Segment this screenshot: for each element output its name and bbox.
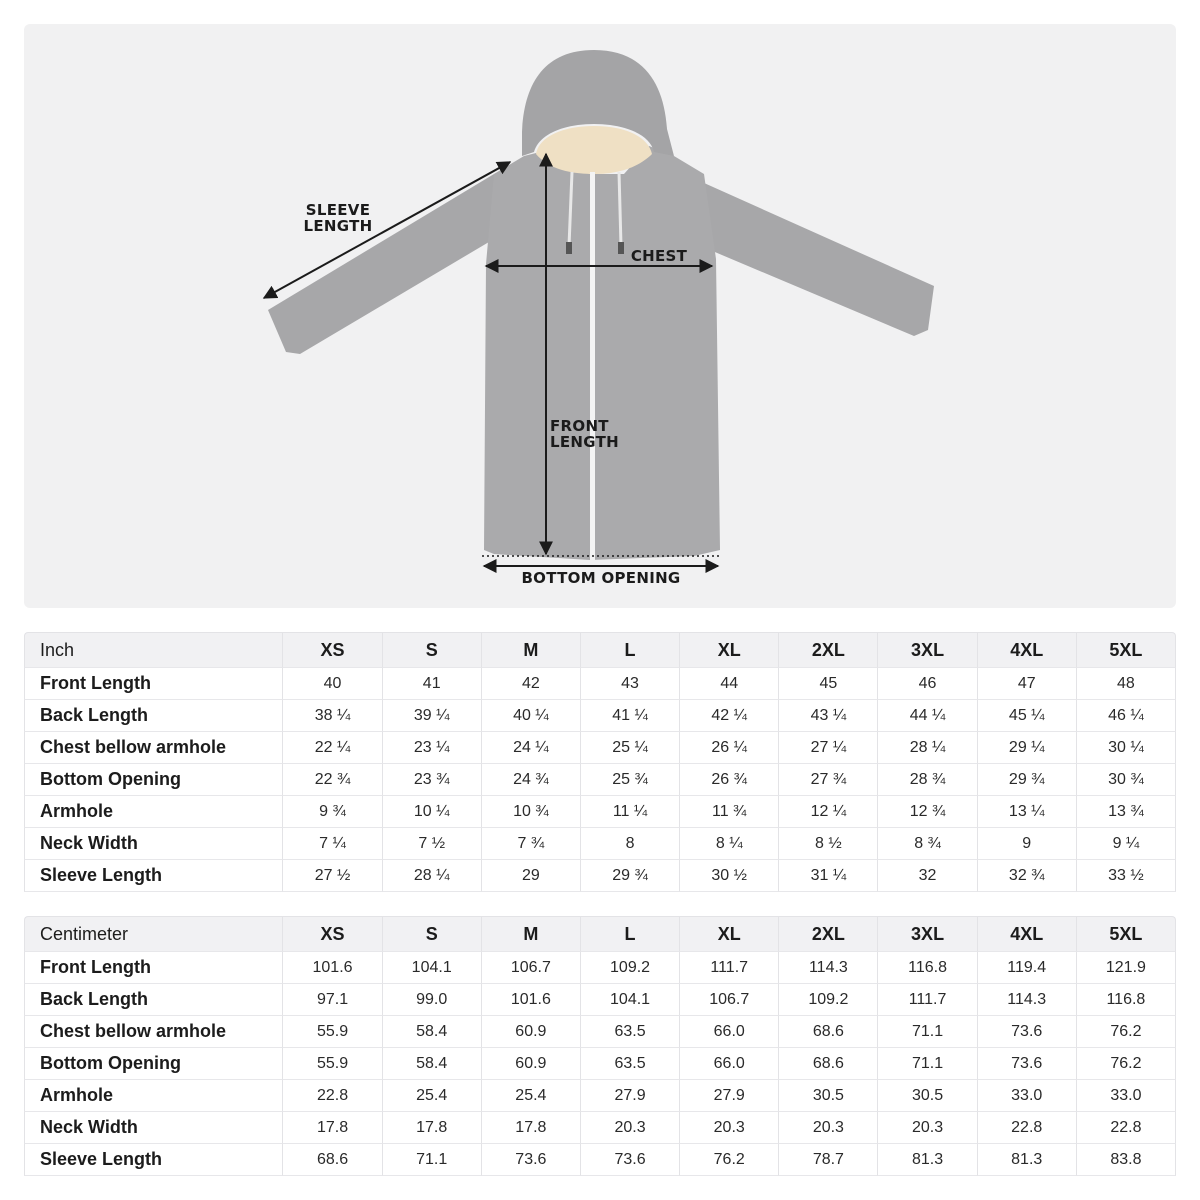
measurement-label: Chest bellow armhole (24, 732, 282, 764)
measurement-value: 68.6 (282, 1144, 381, 1176)
measurement-value: 7 ½ (382, 828, 481, 860)
measurement-label: Armhole (24, 796, 282, 828)
measurement-value: 73.6 (977, 1016, 1076, 1048)
measurement-value: 25 ¾ (580, 764, 679, 796)
measurement-value: 106.7 (679, 984, 778, 1016)
table-header-row (24, 916, 1176, 952)
measurement-label: Front Length (24, 668, 282, 700)
measurement-value: 24 ¼ (481, 732, 580, 764)
size-header: S (382, 632, 481, 668)
measurement-value: 46 ¼ (1076, 700, 1176, 732)
coat-shape (268, 50, 934, 560)
inch-size-table (24, 632, 1176, 892)
measurement-value: 8 (580, 828, 679, 860)
measurement-value: 20.3 (778, 1112, 877, 1144)
measurement-value: 10 ¾ (481, 796, 580, 828)
measurement-value: 17.8 (282, 1112, 381, 1144)
table-row (24, 828, 1176, 860)
front-length-label-line2: LENGTH (550, 433, 619, 451)
measurement-value: 30.5 (877, 1080, 976, 1112)
measurement-value: 12 ¾ (877, 796, 976, 828)
measurement-value: 58.4 (382, 1048, 481, 1080)
measurement-value: 63.5 (580, 1016, 679, 1048)
measurement-value: 22.8 (282, 1080, 381, 1112)
measurement-label: Front Length (24, 952, 282, 984)
table-row (24, 732, 1176, 764)
measurement-value: 23 ¼ (382, 732, 481, 764)
measurement-value: 27.9 (580, 1080, 679, 1112)
measurement-value: 41 (382, 668, 481, 700)
measurement-value: 27 ½ (282, 860, 381, 892)
measurement-value: 116.8 (1076, 984, 1176, 1016)
size-header: L (580, 916, 679, 952)
measurement-value: 30 ¾ (1076, 764, 1176, 796)
size-header: 2XL (778, 916, 877, 952)
measurement-value: 20.3 (679, 1112, 778, 1144)
measurement-value: 76.2 (1076, 1016, 1176, 1048)
measurement-value: 29 ¾ (977, 764, 1076, 796)
measurement-value: 28 ¼ (877, 732, 976, 764)
front-length-label (550, 418, 619, 450)
measurement-value: 99.0 (382, 984, 481, 1016)
measurement-value: 7 ¾ (481, 828, 580, 860)
sleeve-length-label (286, 202, 390, 234)
measurement-value: 119.4 (977, 952, 1076, 984)
size-header: XS (282, 632, 381, 668)
size-header: 5XL (1076, 916, 1176, 952)
size-header: 3XL (877, 632, 976, 668)
measurement-value: 11 ¾ (679, 796, 778, 828)
measurement-value: 25.4 (481, 1080, 580, 1112)
measurement-value: 30.5 (778, 1080, 877, 1112)
table-row (24, 1016, 1176, 1048)
measurement-value: 109.2 (580, 952, 679, 984)
measurement-value: 30 ½ (679, 860, 778, 892)
size-header: 2XL (778, 632, 877, 668)
table-row (24, 668, 1176, 700)
table-row (24, 796, 1176, 828)
front-length-label-line1: FRONT (550, 417, 609, 435)
measurement-value: 76.2 (1076, 1048, 1176, 1080)
measurement-value: 27.9 (679, 1080, 778, 1112)
measurement-value: 73.6 (481, 1144, 580, 1176)
measurement-value: 20.3 (877, 1112, 976, 1144)
measurement-value: 47 (977, 668, 1076, 700)
table-row (24, 1112, 1176, 1144)
measurement-value: 42 ¼ (679, 700, 778, 732)
chest-label: CHEST (630, 247, 688, 265)
size-header: L (580, 632, 679, 668)
unit-label: Centimeter (24, 916, 282, 952)
measurement-value: 22.8 (977, 1112, 1076, 1144)
size-header: 4XL (977, 632, 1076, 668)
measurement-value: 33.0 (1076, 1080, 1176, 1112)
measurement-value: 8 ¾ (877, 828, 976, 860)
zipper (590, 172, 595, 560)
table-row (24, 1144, 1176, 1176)
measurement-value: 111.7 (877, 984, 976, 1016)
measurement-value: 68.6 (778, 1016, 877, 1048)
measurement-label: Sleeve Length (24, 860, 282, 892)
measurement-value: 9 ¼ (1076, 828, 1176, 860)
measurement-value: 40 ¼ (481, 700, 580, 732)
size-header: XL (679, 916, 778, 952)
measurement-value: 63.5 (580, 1048, 679, 1080)
measurement-value: 44 (679, 668, 778, 700)
size-header: 4XL (977, 916, 1076, 952)
measurement-value: 45 ¼ (977, 700, 1076, 732)
measurement-value: 42 (481, 668, 580, 700)
measurement-label: Back Length (24, 984, 282, 1016)
measurement-value: 109.2 (778, 984, 877, 1016)
measurement-value: 32 (877, 860, 976, 892)
measurement-value: 10 ¼ (382, 796, 481, 828)
measurement-value: 78.7 (778, 1144, 877, 1176)
measurement-label: Chest bellow armhole (24, 1016, 282, 1048)
measurement-value: 44 ¼ (877, 700, 976, 732)
measurement-value: 25 ¼ (580, 732, 679, 764)
size-header: XL (679, 632, 778, 668)
table-row (24, 1048, 1176, 1080)
measurement-value: 17.8 (481, 1112, 580, 1144)
measurement-value: 32 ¾ (977, 860, 1076, 892)
measurement-label: Sleeve Length (24, 1144, 282, 1176)
sleeve-length-label-line2: LENGTH (303, 217, 373, 235)
measurement-value: 43 ¼ (778, 700, 877, 732)
drawstring-tip-left (566, 242, 572, 254)
table-row (24, 764, 1176, 796)
measurement-value: 46 (877, 668, 976, 700)
measurement-value: 73.6 (580, 1144, 679, 1176)
measurement-value: 66.0 (679, 1016, 778, 1048)
measurement-value: 17.8 (382, 1112, 481, 1144)
measurement-value: 114.3 (778, 952, 877, 984)
measurement-value: 81.3 (977, 1144, 1076, 1176)
measurement-value: 29 ¼ (977, 732, 1076, 764)
size-header: 3XL (877, 916, 976, 952)
left-sleeve (268, 164, 514, 354)
measurement-value: 26 ¾ (679, 764, 778, 796)
measurement-label: Bottom Opening (24, 1048, 282, 1080)
centimeter-size-table (24, 916, 1176, 1176)
coat-illustration (24, 24, 1176, 608)
measurement-value: 45 (778, 668, 877, 700)
measurement-value: 106.7 (481, 952, 580, 984)
measurement-value: 60.9 (481, 1048, 580, 1080)
table-row (24, 700, 1176, 732)
measurement-value: 12 ¼ (778, 796, 877, 828)
measurement-value: 43 (580, 668, 679, 700)
measurement-value: 66.0 (679, 1048, 778, 1080)
size-header: M (481, 632, 580, 668)
measurement-value: 20.3 (580, 1112, 679, 1144)
table-row (24, 952, 1176, 984)
measurement-value: 73.6 (977, 1048, 1076, 1080)
measurement-label: Neck Width (24, 1112, 282, 1144)
measurement-value: 39 ¼ (382, 700, 481, 732)
measurement-value: 121.9 (1076, 952, 1176, 984)
measurement-value: 71.1 (877, 1048, 976, 1080)
measurement-value: 55.9 (282, 1048, 381, 1080)
measurement-value: 38 ¼ (282, 700, 381, 732)
measurement-value: 27 ¾ (778, 764, 877, 796)
measurement-label: Neck Width (24, 828, 282, 860)
bottom-opening-label: BOTTOM OPENING (521, 569, 681, 587)
measurement-value: 71.1 (382, 1144, 481, 1176)
measurement-value: 13 ¾ (1076, 796, 1176, 828)
measurement-value: 13 ¼ (977, 796, 1076, 828)
size-header: XS (282, 916, 381, 952)
measurement-value: 55.9 (282, 1016, 381, 1048)
measurement-value: 83.8 (1076, 1144, 1176, 1176)
measurement-value: 29 (481, 860, 580, 892)
table-row (24, 984, 1176, 1016)
measurement-value: 97.1 (282, 984, 381, 1016)
measurement-value: 26 ¼ (679, 732, 778, 764)
unit-label: Inch (24, 632, 282, 668)
measurement-value: 60.9 (481, 1016, 580, 1048)
measurement-value: 111.7 (679, 952, 778, 984)
table-header-row (24, 632, 1176, 668)
measurement-label: Bottom Opening (24, 764, 282, 796)
measurement-value: 11 ¼ (580, 796, 679, 828)
table-row (24, 860, 1176, 892)
measurement-value: 28 ¼ (382, 860, 481, 892)
measurement-value: 104.1 (580, 984, 679, 1016)
size-header: S (382, 916, 481, 952)
sleeve-length-label-line1: SLEEVE (305, 201, 371, 219)
measurement-value: 48 (1076, 668, 1176, 700)
measurement-value: 22.8 (1076, 1112, 1176, 1144)
size-header: M (481, 916, 580, 952)
measurement-value: 28 ¾ (877, 764, 976, 796)
garment-measurement-diagram (24, 24, 1176, 608)
measurement-value: 8 ¼ (679, 828, 778, 860)
measurement-value: 23 ¾ (382, 764, 481, 796)
size-header: 5XL (1076, 632, 1176, 668)
coat-body (484, 146, 720, 560)
measurement-value: 31 ¼ (778, 860, 877, 892)
measurement-label: Armhole (24, 1080, 282, 1112)
measurement-value: 40 (282, 668, 381, 700)
measurement-value: 58.4 (382, 1016, 481, 1048)
drawstring-right (619, 172, 621, 246)
measurement-label: Back Length (24, 700, 282, 732)
measurement-value: 68.6 (778, 1048, 877, 1080)
measurement-value: 114.3 (977, 984, 1076, 1016)
measurement-value: 9 (977, 828, 1076, 860)
measurement-value: 81.3 (877, 1144, 976, 1176)
table-row (24, 1080, 1176, 1112)
measurement-value: 71.1 (877, 1016, 976, 1048)
measurement-value: 30 ¼ (1076, 732, 1176, 764)
measurement-value: 33 ½ (1076, 860, 1176, 892)
measurement-value: 9 ¾ (282, 796, 381, 828)
measurement-value: 33.0 (977, 1080, 1076, 1112)
measurement-value: 7 ¼ (282, 828, 381, 860)
measurement-value: 29 ¾ (580, 860, 679, 892)
measurement-value: 101.6 (481, 984, 580, 1016)
measurement-value: 116.8 (877, 952, 976, 984)
measurement-value: 104.1 (382, 952, 481, 984)
measurement-value: 24 ¾ (481, 764, 580, 796)
measurement-value: 41 ¼ (580, 700, 679, 732)
measurement-value: 25.4 (382, 1080, 481, 1112)
measurement-value: 22 ¼ (282, 732, 381, 764)
measurement-value: 8 ½ (778, 828, 877, 860)
measurement-value: 76.2 (679, 1144, 778, 1176)
measurement-value: 27 ¼ (778, 732, 877, 764)
measurement-value: 101.6 (282, 952, 381, 984)
measurement-value: 22 ¾ (282, 764, 381, 796)
